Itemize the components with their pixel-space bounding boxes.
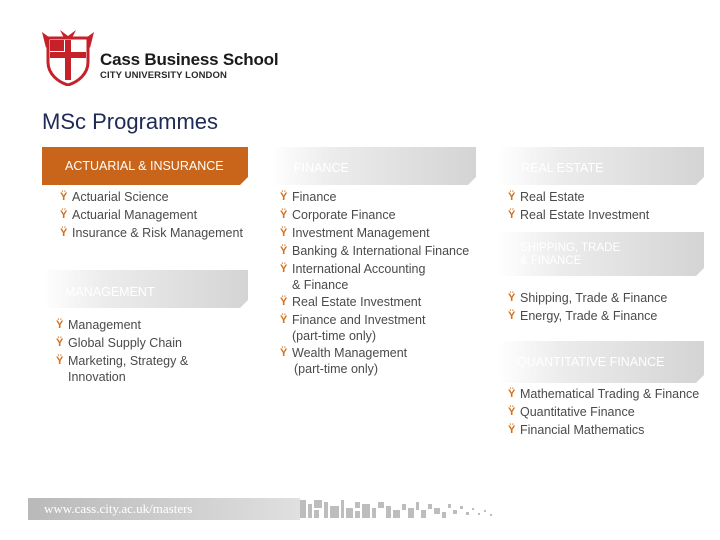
finance-list: [280, 188, 469, 377]
list-item[interactable]: Ÿ Corporate Finance: [280, 208, 396, 222]
bullet-icon: Ÿ: [56, 337, 64, 349]
bullet-icon: Ÿ: [508, 406, 516, 418]
list-item[interactable]: Ÿ Global Supply Chain: [56, 336, 182, 350]
bullet-icon: Ÿ: [280, 347, 288, 359]
list-item[interactable]: Ÿ Real Estate Investment: [280, 295, 422, 309]
list-item[interactable]: Ÿ Real Estate Investment: [508, 208, 650, 222]
list-item[interactable]: Ÿ Real Estate: [508, 190, 585, 204]
decorative-pattern-icon: [300, 498, 496, 520]
logo-name: Cass Business School: [100, 50, 279, 69]
list-item[interactable]: Ÿ Finance: [280, 190, 337, 204]
bullet-icon: Ÿ: [56, 355, 64, 367]
header-shipping-line1: SHIPPING, TRADE: [520, 242, 621, 254]
crest-icon: [40, 28, 96, 86]
list-item[interactable]: Ÿ Investment Management: [280, 226, 430, 240]
header-shipping-trade-finance: [498, 232, 704, 276]
real-estate-list: [508, 188, 649, 224]
list-item[interactable]: Ÿ Mathematical Trading & Finance: [508, 387, 700, 401]
bullet-icon: Ÿ: [508, 209, 516, 221]
bullet-icon: Ÿ: [280, 227, 288, 239]
list-item[interactable]: Ÿ Financial Mathematics: [508, 423, 645, 437]
bullet-icon: Ÿ: [280, 191, 288, 203]
list-item[interactable]: Ÿ Quantitative Finance: [508, 405, 635, 419]
footer-bar: [28, 498, 300, 520]
list-item[interactable]: Ÿ Actuarial Science: [60, 190, 169, 204]
bullet-icon: Ÿ: [280, 263, 288, 275]
bullet-icon: Ÿ: [508, 310, 516, 322]
header-shipping-line2: & FINANCE: [520, 255, 582, 267]
header-quantitative-label: QUANTITATIVE FINANCE: [517, 355, 665, 369]
list-item[interactable]: Ÿ International Accounting & Finance: [280, 262, 426, 292]
header-finance-label: FINANCE: [294, 161, 349, 175]
header-actuarial-label: ACTUARIAL & INSURANCE: [65, 159, 224, 173]
list-item[interactable]: Ÿ Actuarial Management: [60, 208, 198, 222]
bullet-icon: Ÿ: [60, 209, 68, 221]
bullet-icon: Ÿ: [280, 209, 288, 221]
bullet-icon: Ÿ: [56, 319, 64, 331]
header-quantitative-finance: [498, 341, 704, 383]
list-item[interactable]: Ÿ Banking & International Finance: [280, 244, 470, 258]
list-item[interactable]: Ÿ Management: [56, 318, 141, 332]
header-finance: [270, 147, 476, 185]
list-item[interactable]: Ÿ Wealth Management (part-time only): [280, 346, 408, 376]
header-real-estate: [498, 147, 704, 185]
bullet-icon: Ÿ: [280, 314, 288, 326]
shipping-list: [508, 289, 667, 325]
bullet-icon: Ÿ: [508, 191, 516, 203]
page-title: MSc Programmes: [42, 109, 219, 134]
bullet-icon: Ÿ: [280, 296, 288, 308]
bullet-icon: Ÿ: [508, 424, 516, 436]
header-management-label: MANAGEMENT: [65, 285, 155, 299]
bullet-icon: Ÿ: [508, 388, 516, 400]
list-item[interactable]: Ÿ Shipping, Trade & Finance: [508, 291, 668, 305]
list-item[interactable]: Ÿ Marketing, Strategy & Innovation: [56, 354, 189, 384]
quantitative-list: [508, 385, 699, 439]
header-real-estate-label: REAL ESTATE: [521, 161, 604, 175]
bullet-icon: Ÿ: [508, 292, 516, 304]
actuarial-list: [60, 188, 243, 242]
list-item[interactable]: Ÿ Finance and Investment (part-time only): [280, 313, 426, 343]
list-item[interactable]: Ÿ Energy, Trade & Finance: [508, 309, 658, 323]
header-management: [42, 270, 248, 308]
bullet-icon: Ÿ: [60, 191, 68, 203]
bullet-icon: Ÿ: [60, 227, 68, 239]
list-item[interactable]: Ÿ Insurance & Risk Management: [60, 226, 243, 240]
header-actuarial-insurance: [42, 147, 248, 185]
bullet-icon: Ÿ: [280, 245, 288, 257]
management-list: [56, 316, 188, 385]
footer-url-link[interactable]: www.cass.city.ac.uk/masters: [44, 501, 193, 516]
cass-logo: [40, 28, 279, 88]
logo-subtitle: CITY UNIVERSITY LONDON: [100, 70, 227, 81]
